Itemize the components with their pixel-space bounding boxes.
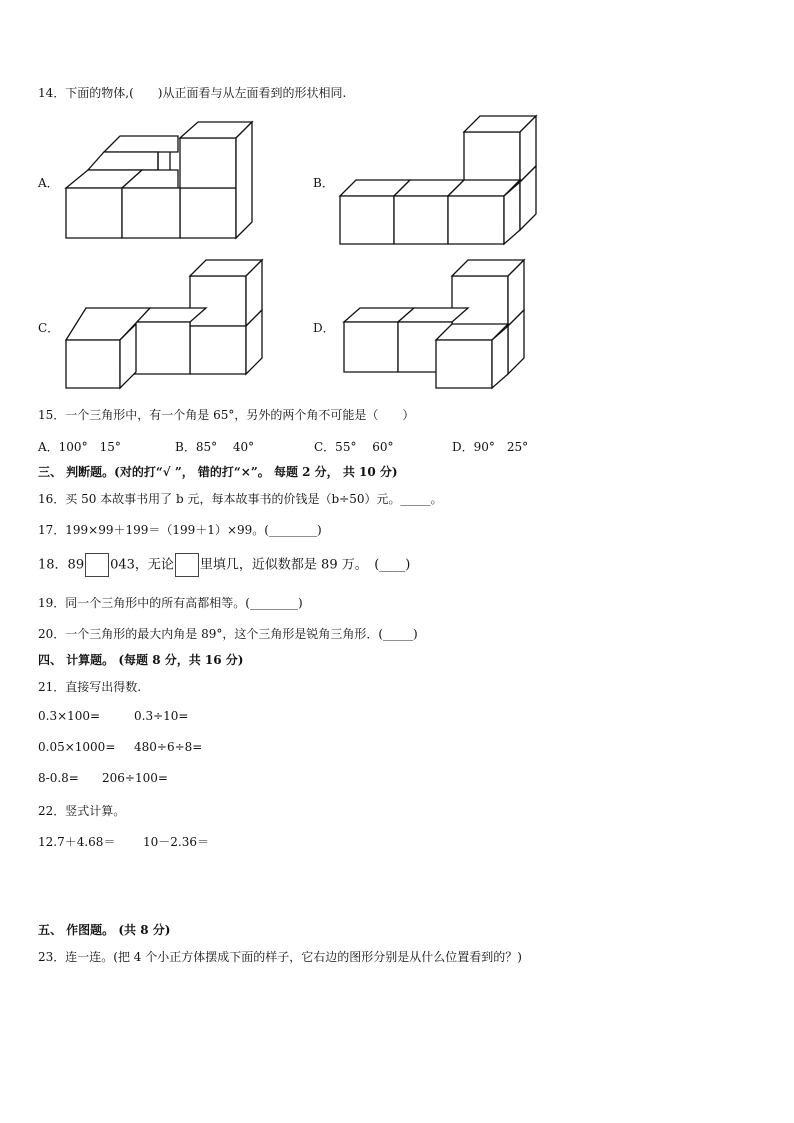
q21-item: 480÷6÷8= [134, 740, 203, 754]
q14-text: 14．下面的物体,( )从正面看与从左面看到的形状相同. [38, 86, 347, 100]
q22-text: 22．竖式计算。 [38, 804, 126, 818]
q14-option-c-label: C． [38, 321, 60, 335]
section3-title: 三、 判断题。(对的打“√ ”， 错的打“×”。 每题 2 分， 共 10 分) [38, 465, 398, 479]
q21-row-3 [38, 771, 168, 785]
q14-figure-b [338, 112, 540, 248]
q21-row-2 [38, 740, 202, 754]
q18-part1: 18．89 [38, 557, 85, 573]
q15-options [38, 438, 528, 455]
q21-item: 206÷100= [102, 771, 168, 785]
section4-title: 四、 计算题。 (每题 8 分，共 16 分) [38, 653, 244, 667]
q15-option-b[interactable]: B．85° 40° [175, 440, 255, 454]
q15-option-d[interactable]: D．90° 25° [452, 440, 529, 454]
q23-text: 23．连一连。(把 4 个小正方体摆成下面的样子，它右边的图形分别是从什么位置看到的？) [38, 950, 522, 964]
q22-items [38, 833, 209, 850]
q14-option-d-label: D． [313, 321, 335, 335]
q14-figure-d [340, 256, 532, 392]
q22-item: 12.7＋4.68＝ [38, 835, 116, 849]
q15-text: 15．一个三角形中，有一个角是 65°，另外的两个角不可能是（ ） [38, 408, 415, 422]
q19-text: 19．同一个三角形中的所有高都相等。(________) [38, 596, 303, 610]
q21-text: 21．直接写出得数. [38, 680, 142, 694]
q21-item: 8-0.8= [38, 771, 79, 785]
q16-text: 16．买 50 本故事书用了 b 元，每本故事书的价钱是（b÷50）元。_____。 [38, 492, 443, 506]
q17-text: 17．199×99＋199＝（199＋1）×99。(________) [38, 523, 322, 537]
q20-text: 20．一个三角形的最大内角是 89°，这个三角形是锐角三角形．(_____) [38, 627, 418, 641]
q15-option-a[interactable]: A．100° 15° [38, 440, 121, 454]
q15-option-c[interactable]: C．55° 60° [314, 440, 394, 454]
q18-part2: 043，无论 [110, 557, 174, 573]
q14-option-a-label: A． [38, 176, 59, 190]
q18-line [38, 553, 410, 577]
q14-figure-c [62, 256, 268, 392]
q21-item: 0.3×100= [38, 709, 101, 723]
q18-blank-box-1[interactable] [85, 553, 109, 577]
q22-item: 10－2.36＝ [143, 835, 209, 849]
q21-item: 0.3÷10= [134, 709, 189, 723]
q18-blank-box-2[interactable] [175, 553, 199, 577]
q14-figure-a [60, 118, 260, 244]
q14-option-b-label: B． [313, 176, 334, 190]
q21-row-1 [38, 709, 188, 723]
q18-part3: 里填几，近似数都是 89 万。 (____) [199, 557, 411, 573]
section5-title: 五、 作图题。 (共 8 分) [38, 923, 171, 937]
q21-item: 0.05×1000= [38, 740, 116, 754]
